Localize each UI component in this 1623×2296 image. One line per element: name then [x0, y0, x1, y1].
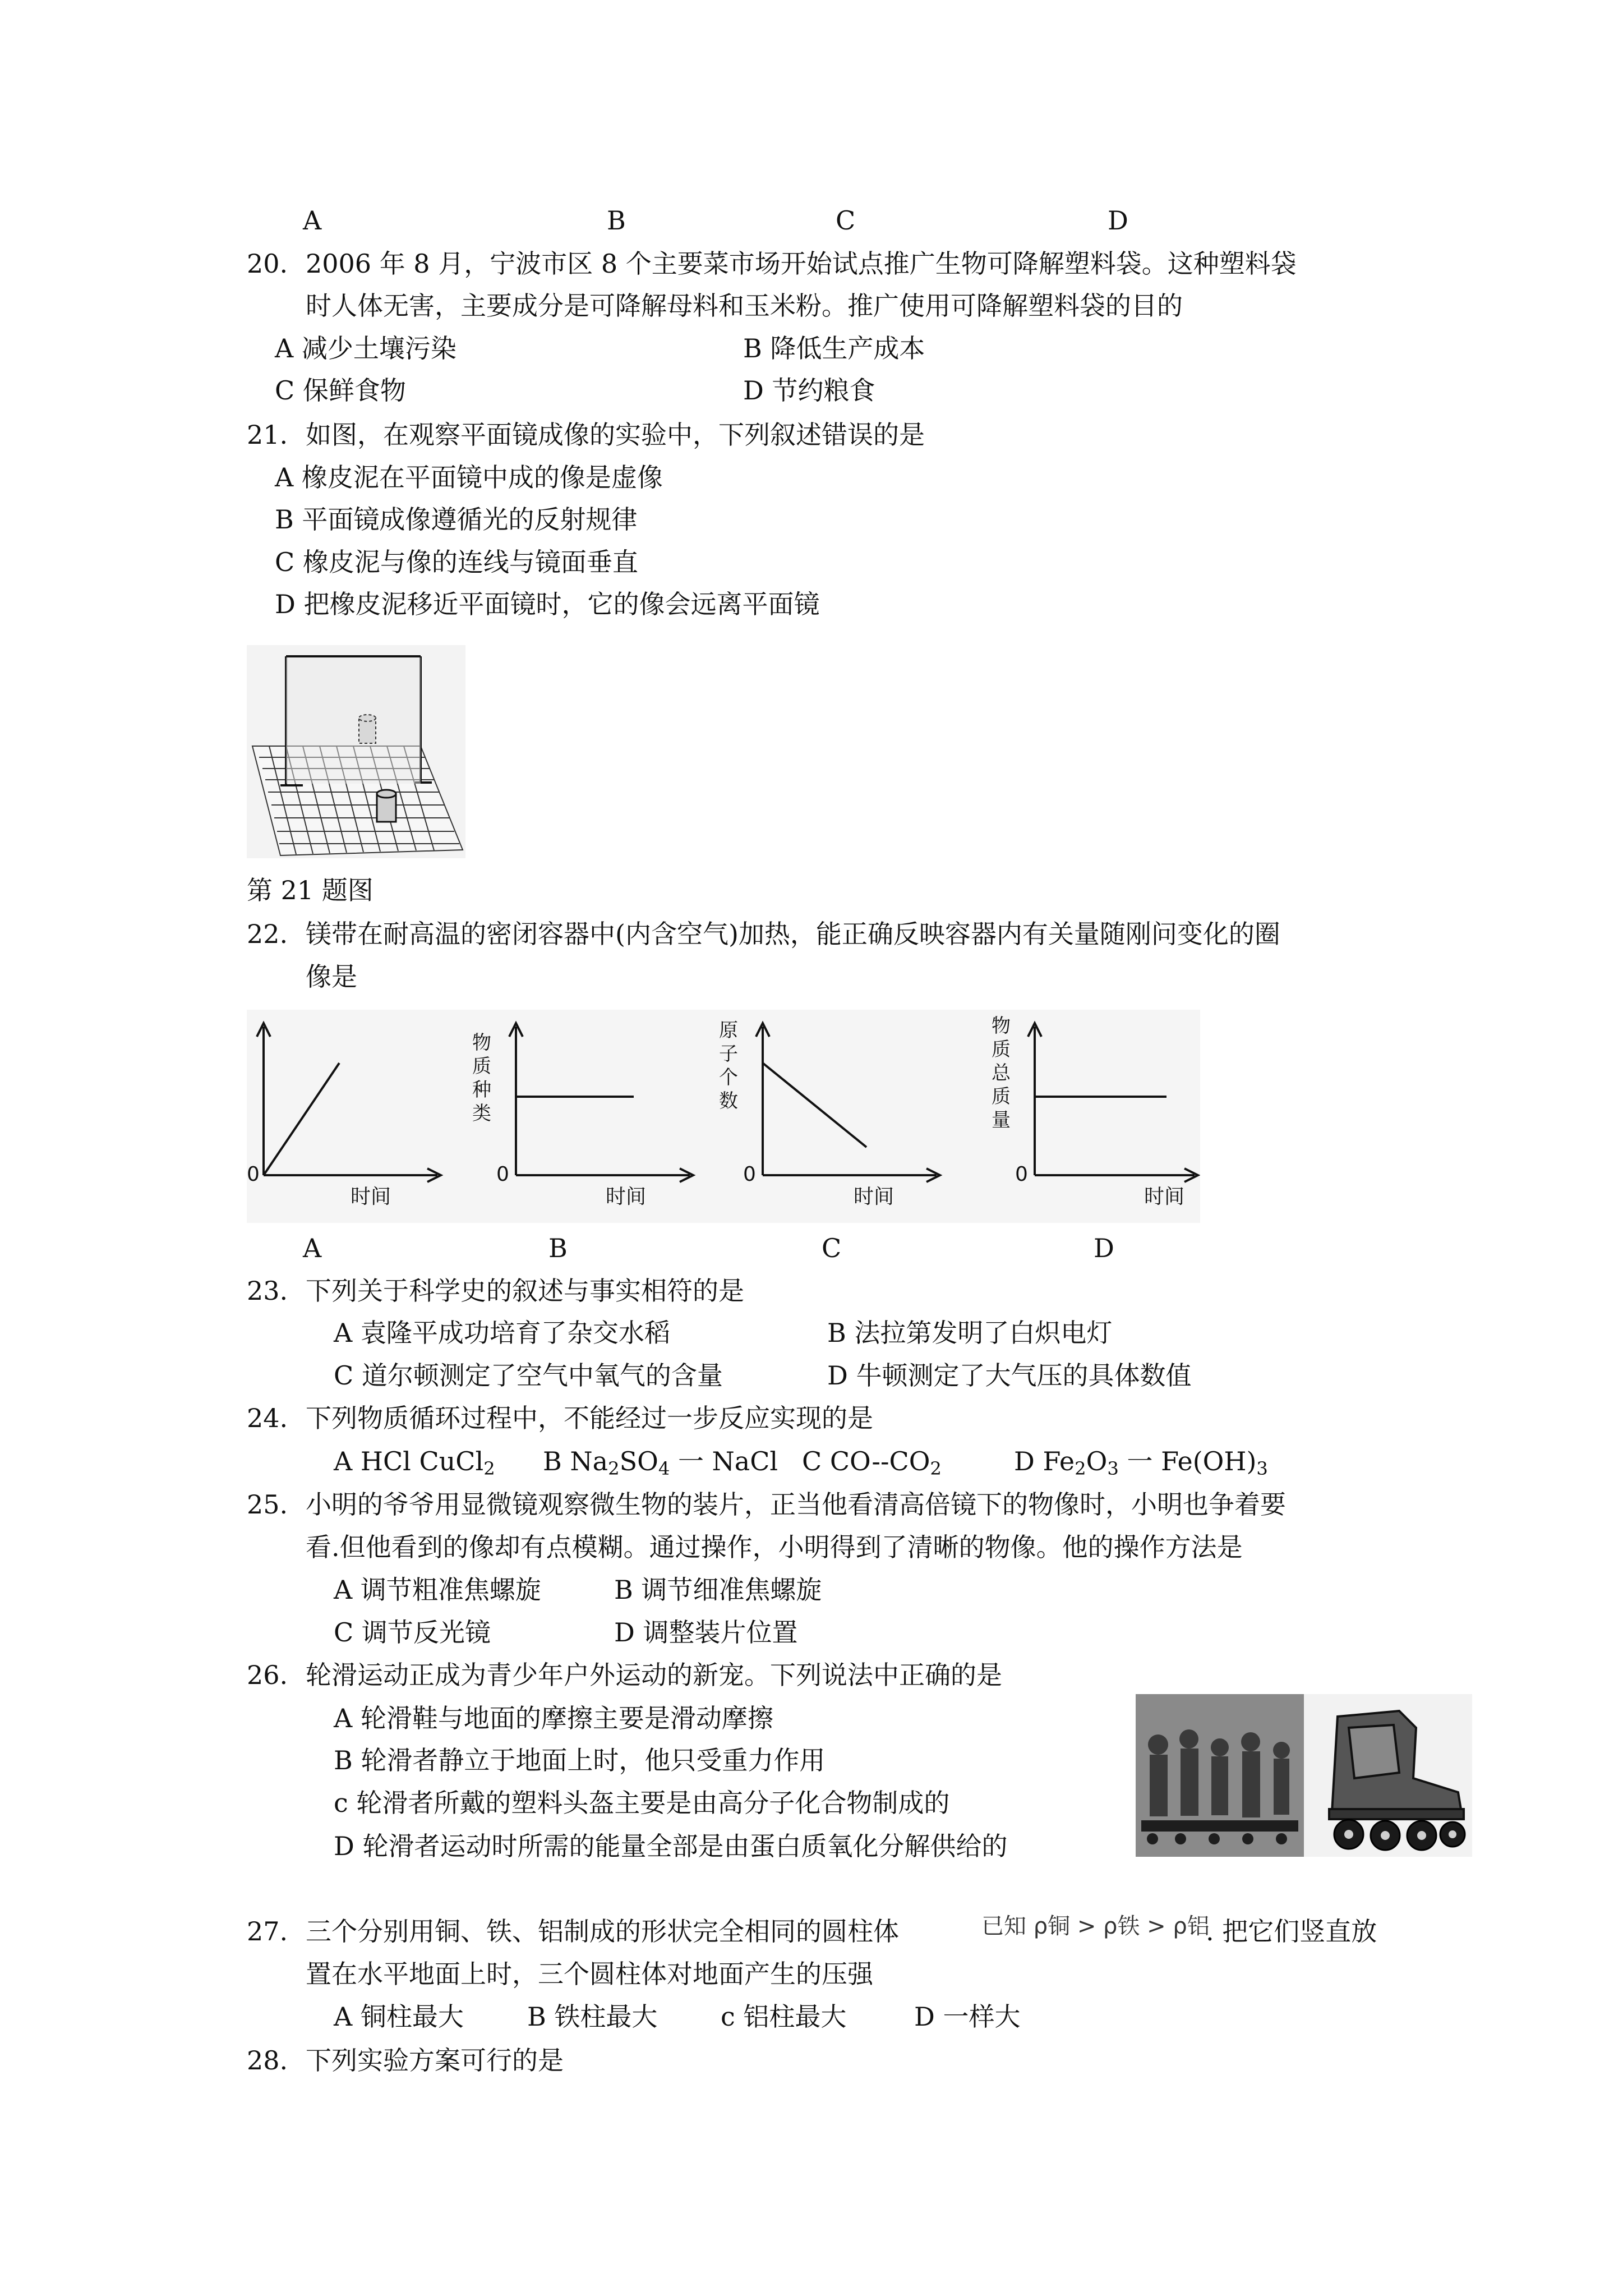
- q22-graph-b-xlabel: 时间: [606, 1185, 647, 1208]
- q23-option-b: B 法拉第发明了白炽电灯: [827, 1318, 1113, 1348]
- q22-graph-label-d: D: [1094, 1233, 1114, 1263]
- q25-option-a: A 调节粗准焦螺旋: [334, 1575, 541, 1605]
- q26-option-d: D 轮滑者运动时所需的能量全部是由蛋白质氧化分解供给的: [334, 1831, 1008, 1861]
- q23-number: 23.: [247, 1276, 288, 1306]
- q22-graph-d-ylabel-3: 总: [992, 1062, 1011, 1084]
- q27-density-formula: 已知 ρ铜 > ρ铁 > ρ铝: [981, 1913, 1210, 1939]
- q22-graph-b-ylabel-4: 类: [472, 1102, 491, 1125]
- q26-stem: 轮滑运动正成为青少年户外运动的新宠。下列说法中正确的是: [306, 1660, 1002, 1690]
- q21-stem: 如图，在观察平面镜成像的实验中，下列叙述错误的是: [306, 420, 925, 450]
- q22-graph-c-ylabel-2: 子: [719, 1043, 738, 1065]
- q23-option-a: A 袁隆平成功培育了杂交水稻: [334, 1318, 670, 1348]
- q22-graph-c-xlabel: 时间: [854, 1185, 895, 1208]
- q25-stem-line1: 小明的爷爷用显微镜观察微生物的装片，正当他看清高倍镜下的物像时，小明也争着要: [306, 1489, 1286, 1520]
- q22-graph-b-ylabel-3: 种: [472, 1079, 491, 1101]
- q20-number: 20.: [247, 249, 288, 279]
- q24-option-b: B $Na_2SO_4$ 一 NaCl: [543, 1446, 778, 1480]
- q22-graph-b-origin: 0: [496, 1163, 509, 1186]
- q28-stem: 下列实验方案可行的是: [306, 2045, 564, 2076]
- q23-stem: 下列关于科学史的叙述与事实相符的是: [306, 1276, 744, 1306]
- q21-option-a: A 橡皮泥在平面镜中成的像是虚像: [275, 462, 663, 493]
- q25-option-b: B 调节细准焦螺旋: [614, 1575, 822, 1605]
- q27-option-d: D 一样大: [914, 2001, 1021, 2032]
- q22-graph-c-origin: 0: [743, 1163, 756, 1186]
- q20-stem-line1: 2006 年 8 月，宁波市区 8 个主要菜市场开始试点推广生物可降解塑料袋。这种塑料袋: [306, 249, 1297, 279]
- q24-option-a: A HCl CuCl$_2$: [334, 1446, 495, 1480]
- q21-number: 21.: [247, 420, 288, 450]
- q21-option-d: D 把橡皮泥移近平面镜时，它的像会远离平面镜: [275, 589, 820, 619]
- q25-number: 25.: [247, 1489, 288, 1520]
- q22-graph-b-ylabel-1: 物: [472, 1032, 491, 1054]
- q21-mirror-figure: [247, 645, 465, 858]
- q22-graph-label-c: C: [822, 1233, 842, 1263]
- q26-option-c: c 轮滑者所戴的塑料头盔主要是由高分子化合物制成的: [334, 1788, 950, 1818]
- q22-graph-a-origin: 0: [247, 1163, 260, 1186]
- q22-graph-a-xlabel: 时间: [351, 1185, 391, 1208]
- q22-graph-c-ylabel-3: 个: [719, 1066, 738, 1089]
- option-label-c: C: [836, 205, 856, 236]
- q25-stem-line2: 看.但他看到的像却有点模糊。通过操作，小明得到了清晰的物像。他的操作方法是: [306, 1532, 1243, 1562]
- option-label-d: D: [1108, 205, 1128, 236]
- q21-option-b: B 平面镜成像遵循光的反射规律: [275, 504, 638, 535]
- q20-option-c: C 保鲜食物: [275, 375, 406, 406]
- q22-graph-b-ylabel-2: 质: [472, 1055, 491, 1078]
- q22-graph-d-xlabel: 时间: [1144, 1185, 1185, 1208]
- q20-stem-line2: 时人体无害，主要成分是可降解母料和玉米粉。推广使用可降解塑料袋的目的: [306, 291, 1183, 321]
- q25-option-c: C 调节反光镜: [334, 1617, 491, 1648]
- q23-option-d: D 牛顿测定了大气压的具体数值: [827, 1360, 1192, 1391]
- q24-number: 24.: [247, 1403, 288, 1433]
- q20-option-d: D 节约粮食: [743, 375, 875, 406]
- q26-option-a: A 轮滑鞋与地面的摩擦主要是滑动摩擦: [334, 1703, 773, 1733]
- q22-graphs: [247, 1010, 1200, 1223]
- q27-stem-line1-tail: . 把它们竖直放: [1206, 1916, 1377, 1947]
- q24-stem: 下列物质循环过程中，不能经过一步反应实现的是: [306, 1403, 873, 1433]
- q25-option-d: D 调整装片位置: [614, 1617, 798, 1648]
- q22-graph-d-origin: 0: [1015, 1163, 1028, 1186]
- q22-graph-d-ylabel-2: 质: [992, 1038, 1011, 1061]
- q22-graph-c-ylabel-1: 原: [719, 1019, 738, 1042]
- option-label-a: A: [303, 205, 322, 236]
- q22-stem-line1: 镁带在耐高温的密闭容器中(内含空气)加热，能正确反映容器内有关量随刚问变化的圈: [306, 919, 1280, 949]
- q27-stem-line1: 三个分别用铜、铁、铝制成的形状完全相同的圆柱体: [306, 1916, 899, 1947]
- q22-graph-c-ylabel-4: 数: [719, 1090, 738, 1112]
- q28-number: 28.: [247, 2045, 288, 2076]
- q26-option-b: B 轮滑者静立于地面上时，他只受重力作用: [334, 1745, 826, 1775]
- q22-graph-d-ylabel-4: 质: [992, 1085, 1011, 1108]
- option-label-b: B: [607, 205, 626, 236]
- q20-option-b: B 降低生产成本: [743, 333, 925, 364]
- q27-stem-line2: 置在水平地面上时，三个圆柱体对地面产生的压强: [306, 1959, 873, 1989]
- q22-graph-d-ylabel-1: 物: [992, 1015, 1011, 1037]
- q22-graph-d-ylabel-5: 量: [992, 1109, 1011, 1131]
- q26-roller-skating-photo: [1136, 1694, 1472, 1857]
- q22-number: 22.: [247, 919, 288, 949]
- q23-option-c: C 道尔顿测定了空气中氧气的含量: [334, 1360, 723, 1391]
- q26-number: 26.: [247, 1660, 288, 1690]
- q27-number: 27.: [247, 1916, 288, 1947]
- q24-option-d: D $Fe_2O_3$ 一 $Fe(OH)_3$: [1014, 1446, 1268, 1480]
- q22-stem-line2: 像是: [306, 961, 357, 992]
- q24-option-c: C $CO--CO_2$: [802, 1446, 942, 1480]
- q21-figure-caption: 第 21 题图: [247, 875, 374, 905]
- q27-option-c: c 铝柱最大: [721, 2001, 847, 2032]
- q20-option-a: A 减少土壤污染: [275, 333, 457, 364]
- q21-option-c: C 橡皮泥与像的连线与镜面垂直: [275, 547, 638, 577]
- q27-option-a: A 铜柱最大: [334, 2001, 464, 2032]
- q27-option-b: B 铁柱最大: [527, 2001, 658, 2032]
- q22-graph-label-b: B: [548, 1233, 568, 1263]
- q22-graph-label-a: A: [303, 1233, 322, 1263]
